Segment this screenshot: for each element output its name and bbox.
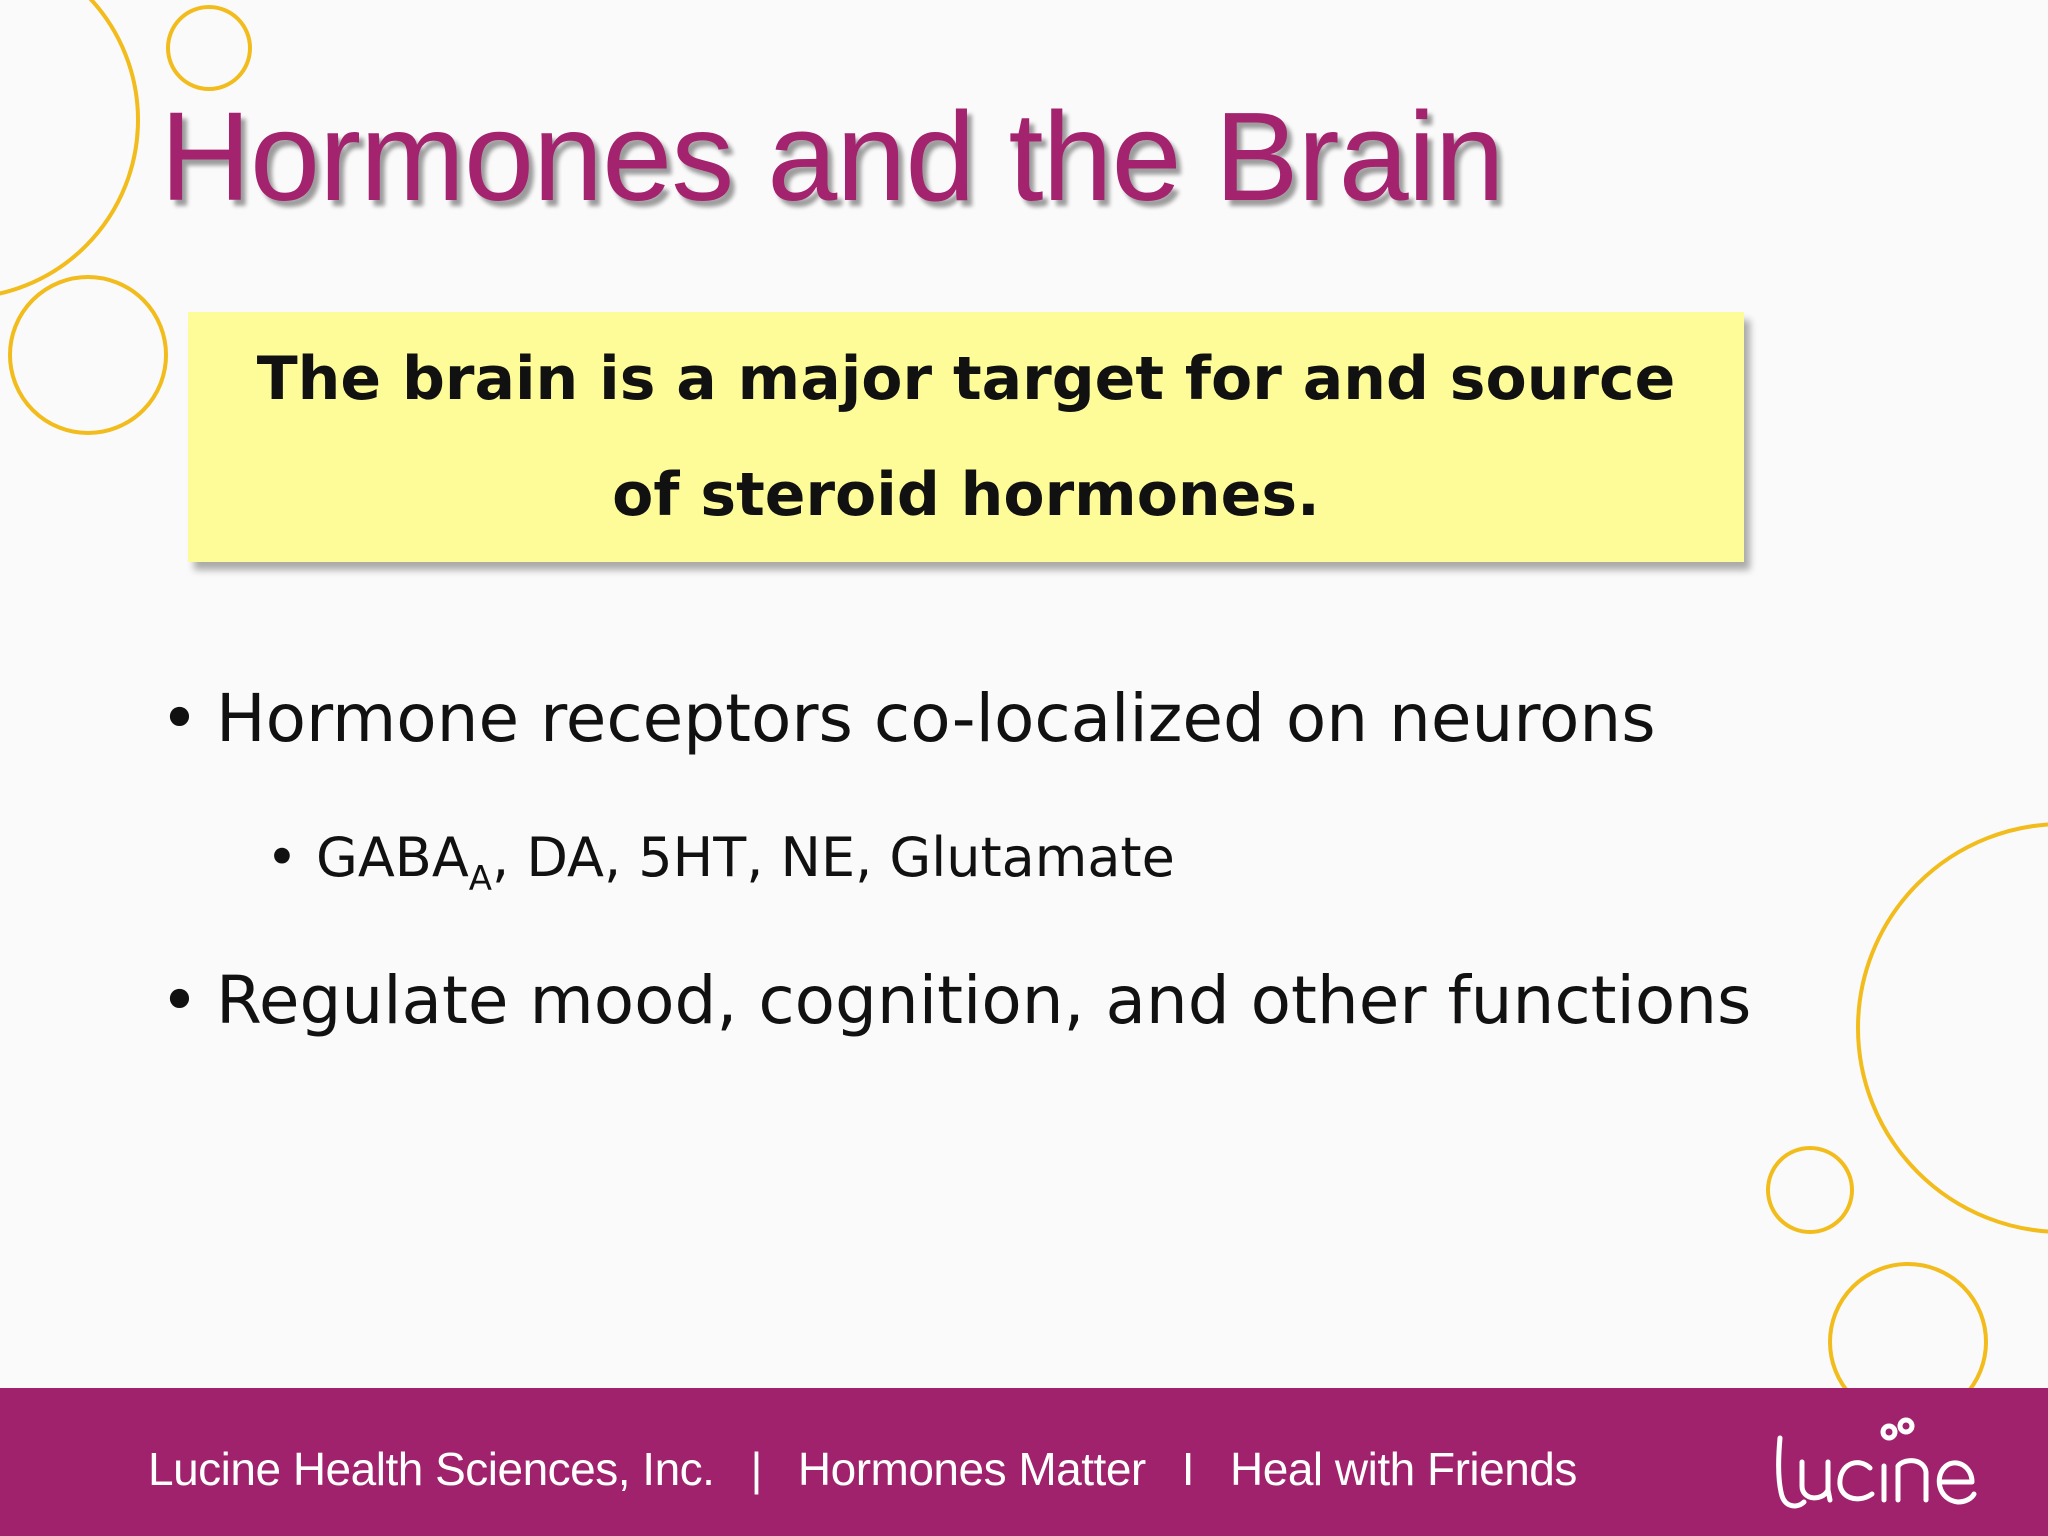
deco-circle-left-medium xyxy=(10,277,166,433)
bullet-item xyxy=(160,962,1751,1039)
callout-box xyxy=(188,312,1744,562)
bullet-text: Regulate mood, cognition, and other functions xyxy=(216,962,1752,1039)
deco-circle-top-left-large xyxy=(0,0,138,298)
sub-bullet-text-main: GABA xyxy=(316,826,469,889)
sub-bullet-text xyxy=(316,826,1175,899)
callout-text: The brain is a major target for and source of steroid hormones. xyxy=(256,344,1676,530)
deco-circle-right-small xyxy=(1768,1148,1852,1232)
footer-site: Hormones Matter xyxy=(797,1443,1146,1495)
sub-bullet-item xyxy=(266,826,1175,899)
footer-separator: I xyxy=(1181,1443,1195,1495)
bullet-item xyxy=(160,680,1656,757)
footer-separator: | xyxy=(750,1443,762,1495)
lucine-logo xyxy=(1768,1410,1988,1520)
deco-circle-top-small xyxy=(168,7,250,89)
footer-bar xyxy=(0,1388,2048,1536)
bullet-dot: • xyxy=(160,962,199,1039)
slide-title: Hormones and the Brain xyxy=(160,86,1504,227)
footer-company: Lucine Health Sciences, Inc. xyxy=(148,1443,715,1495)
bullet-dot: • xyxy=(266,826,298,889)
bullet-text: Hormone receptors co-localized on neurons xyxy=(216,680,1656,757)
bullet-dot: • xyxy=(160,680,199,757)
footer-tagline: Heal with Friends xyxy=(1230,1443,1577,1495)
sub-bullet-subscript: A xyxy=(468,859,493,899)
deco-circle-right-large xyxy=(1858,824,2048,1232)
footer-text xyxy=(148,1442,1577,1496)
sub-bullet-text-rest: , DA, 5HT, NE, Glutamate xyxy=(492,826,1175,889)
